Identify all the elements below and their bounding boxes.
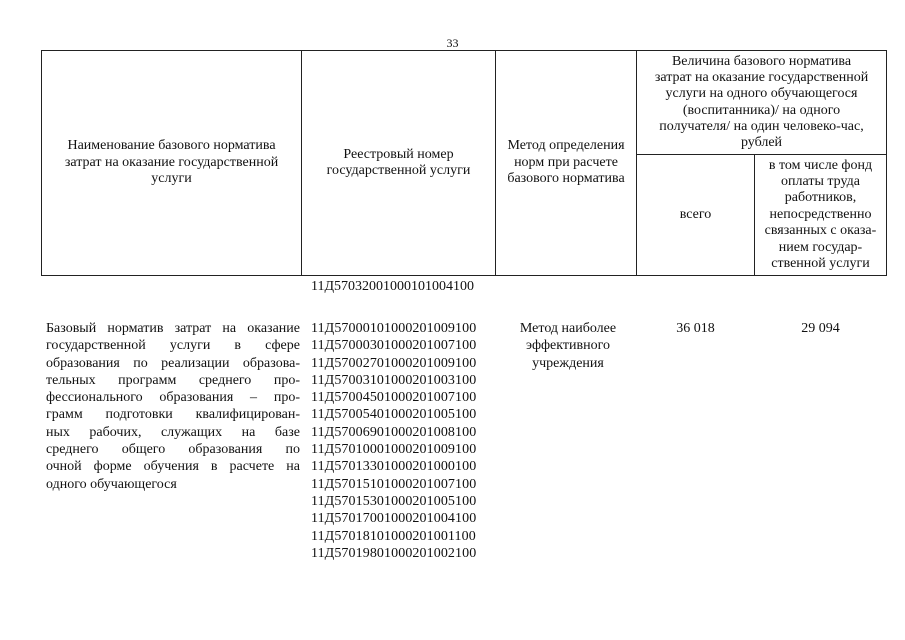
register-number: 11Д57010001000201009100 [311, 442, 477, 458]
register-number: 11Д57006901000201008100 [311, 424, 477, 440]
page-number: 33 [446, 36, 459, 50]
row-register-numbers [311, 320, 496, 562]
register-number: 11Д57000301000201007100 [311, 338, 477, 354]
table-border-bottom [41, 275, 887, 276]
register-number: 11Д57015301000201005100 [311, 493, 477, 509]
header-col-method: Метод определения норм при расчете базового норматива [507, 138, 625, 187]
register-number: 11Д57015101000201007100 [311, 476, 477, 492]
header-col-labor-fund: в том числе фонд оплаты труда работников, непосредственно связанных с оказа- нием государ- ственной услуги [764, 157, 877, 272]
register-number: 11Д57018101000201001100 [311, 528, 476, 544]
header-col-total: всего [679, 206, 712, 222]
register-number: 11Д57003101000201003100 [311, 372, 477, 388]
preceding-register-number: 11Д57032001000101004100 [311, 279, 475, 294]
row-method: Метод наиболее эффективного учреждения [519, 321, 617, 371]
row-total-value: 36 018 [676, 321, 715, 336]
register-number: 11Д57002701000201009100 [311, 355, 477, 371]
register-number: 11Д57019801000201002100 [311, 545, 477, 561]
header-col-register: Реестровый номер государственной услуги [326, 146, 471, 178]
header-table [41, 50, 887, 276]
row-service-name: Базовый норматив затрат на оказание государственной услуги в сфере образования по реализации образова- тельных программ среднего про- фессионального образования – про- грамм подготовки квалифицирован- ных рабочих, служащих на базе среднего общего образования по очной форме обучения в расчете на одного обучающегося [46, 321, 300, 492]
register-number: 11Д57005401000201005100 [311, 407, 477, 423]
header-col-name: Наименование базового норматива затрат на оказание государственной услуги [64, 138, 279, 187]
register-number: 11Д57017001000201004100 [311, 511, 477, 527]
register-number: 11Д57013301000201000100 [311, 459, 477, 475]
header-group-value: Величина базового норматива затрат на оказание государственной услуги на одного обучающегося (воспитанника)/ на одного получателя/ на один человеко-час, рублей [654, 53, 869, 151]
row-labor-fund-value: 29 094 [801, 321, 840, 336]
register-number: 11Д57004501000201007100 [311, 390, 477, 406]
table-border-right [886, 50, 887, 276]
register-number: 11Д57000101000201009100 [311, 321, 477, 336]
